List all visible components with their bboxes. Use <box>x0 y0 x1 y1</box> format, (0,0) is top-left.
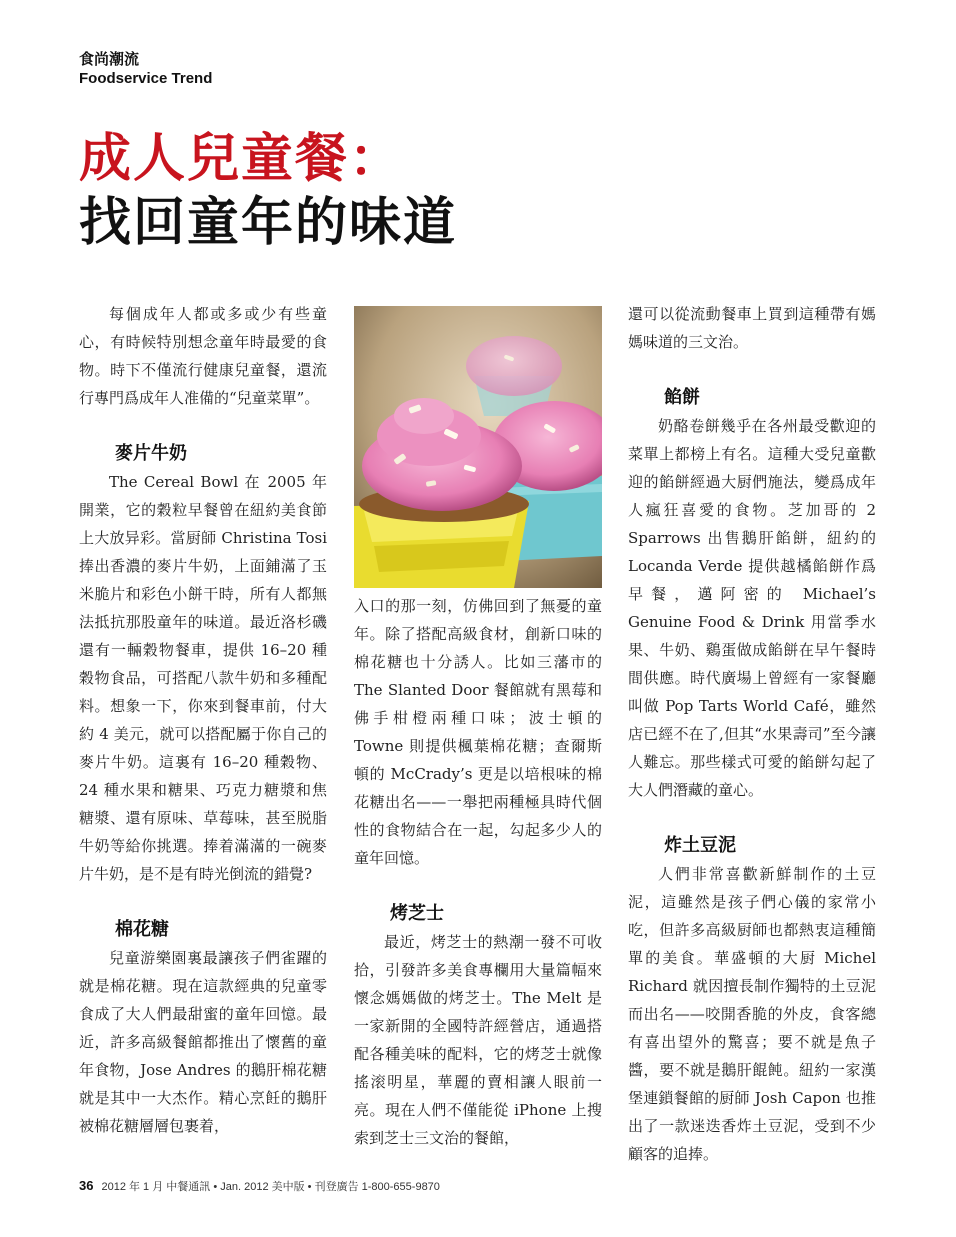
section-heading-grilled-cheese: 烤芝士 <box>390 903 444 924</box>
pie-paragraph: 奶酪卷餅幾乎在各州最受歡迎的菜單上都榜上有名。這種大受兒童歡迎的餡餅經過大厨們施法，變爲成年人瘋狂喜愛的食物。芝加哥的 2 Sparrows 出售鵝肝餡餅，紐約的 Locanda Verde 提供越橘餡餅作爲早餐，邁阿密的 Michael’s Genuine Food & Drink 用當季水果、牛奶、鷄蛋做成餡餅在早午餐時間供應。時代廣場上曾經有一家餐廳叫做 Pop Tarts World Café，雖然店已經不在了,但其“水果壽司”至今讓人難忘。那些樣式可愛的餡餅勾起了大人們潛藏的童心。 <box>628 417 876 799</box>
article-title-line-2: 找回童年的味道 <box>79 192 458 253</box>
page-number: 36 <box>79 1178 94 1193</box>
section-heading-cotton-candy: 棉花糖 <box>115 919 169 940</box>
article-title-line-1: 成人兒童餐： <box>79 128 404 189</box>
grilled-cheese-continued-paragraph: 還可以從流動餐車上買到這種帶有媽媽味道的三文治。 <box>628 305 876 351</box>
cotton-candy-continued-paragraph: 入口的那一刻，仿佛回到了無憂的童年。除了搭配高級食材，創新口味的棉花糖也十分誘人。比如三藩市的 The Slanted Door 餐館就有黑莓和佛手柑橙兩種口味；波士頓的 Towne 則提供楓葉棉花糖；查爾斯頓的 McCrady’s 更是以培根味的棉花糖出名——一舉把兩種極具時代個性的食物結合在一起，勾起多少人的童年回憶。 <box>354 597 602 867</box>
footer-publication-info: 2012 年 1 月 中餐通訊 • Jan. 2012 美中版 • 刊登廣告 1-800-655-9870 <box>101 1181 440 1193</box>
cupcakes-photo <box>354 306 602 588</box>
cereal-milk-paragraph: The Cereal Bowl 在 2005 年開業，它的穀粒早餐曾在紐約美食節上大放异彩。當厨師 Christina Tosi 捧出香濃的麥片牛奶，上面鋪滿了玉米脆片和彩色小餅干時，所有人都無法抵抗那股童年的味道。最近洛杉磯還有一輛穀物餐車，提供 16–20 種穀物食品，可搭配八款牛奶和多種配料。想象一下，你來到餐車前，付大約 4 美元，就可以搭配屬于你自己的麥片牛奶。這裏有 16–20 種穀物、24 種水果和糖果、巧克力糖漿和焦糖漿、還有原味、草莓味，甚至脱脂牛奶等給你挑選。捧着滿滿的一碗麥片牛奶，是不是有時光倒流的錯覺? <box>79 473 327 883</box>
intro-paragraph: 每個成年人都或多或少有些童心，有時候特別想念童年時最愛的食物。時下不僅流行健康兒童餐，還流行專門爲成年人准備的“兒童菜單”。 <box>79 305 327 407</box>
article-column-3 <box>628 300 876 1168</box>
section-heading-cereal-milk: 麥片牛奶 <box>115 443 187 464</box>
fried-mashed-potato-paragraph: 人們非常喜歡新鮮制作的土豆泥，這雖然是孩子們心儀的家常小吃，但許多高級厨師也都熱衷這種簡單的美食。華盛頓的大厨 Michel Richard 就因擅長制作獨特的土豆泥而出名——咬開香脆的外皮，食客總有喜出望外的驚喜；要不就是魚子醬，要不就是鵝肝餛飩。紐約一家漢堡連鎖餐館的厨師 Josh Capon 也推出了一款迷迭香炸土豆泥，受到不少顧客的追捧。 <box>628 865 876 1163</box>
section-heading-fried-mashed-potato: 炸土豆泥 <box>664 835 736 856</box>
article-column-1 <box>79 300 327 1140</box>
cotton-candy-paragraph: 兒童游樂園裏最讓孩子們雀躍的就是棉花糖。現在這款經典的兒童零食成了大人們最甜蜜的童年回憶。最近，許多高級餐館都推出了懷舊的童年食物，Jose Andres 的鵝肝棉花糖就是其中一大杰作。精心烹飪的鵝肝被棉花糖層層包裹着， <box>79 949 327 1135</box>
section-heading-pie: 餡餅 <box>664 387 700 408</box>
page-footer <box>79 1178 440 1194</box>
section-label-en: Foodservice Trend <box>79 70 213 87</box>
article-column-2 <box>354 592 602 1152</box>
grilled-cheese-paragraph: 最近，烤芝士的熱潮一發不可收拾，引發許多美食專欄用大量篇幅來懷念媽媽做的烤芝士。The Melt 是一家新開的全國特許經營店，通過搭配各種美味的配料，它的烤芝士就像搖滚明星，華麗的賣相讓人眼前一亮。現在人們不僅能從 iPhone 上搜索到芝士三文治的餐館， <box>354 933 602 1147</box>
section-label-zh: 食尚潮流 <box>79 50 140 68</box>
